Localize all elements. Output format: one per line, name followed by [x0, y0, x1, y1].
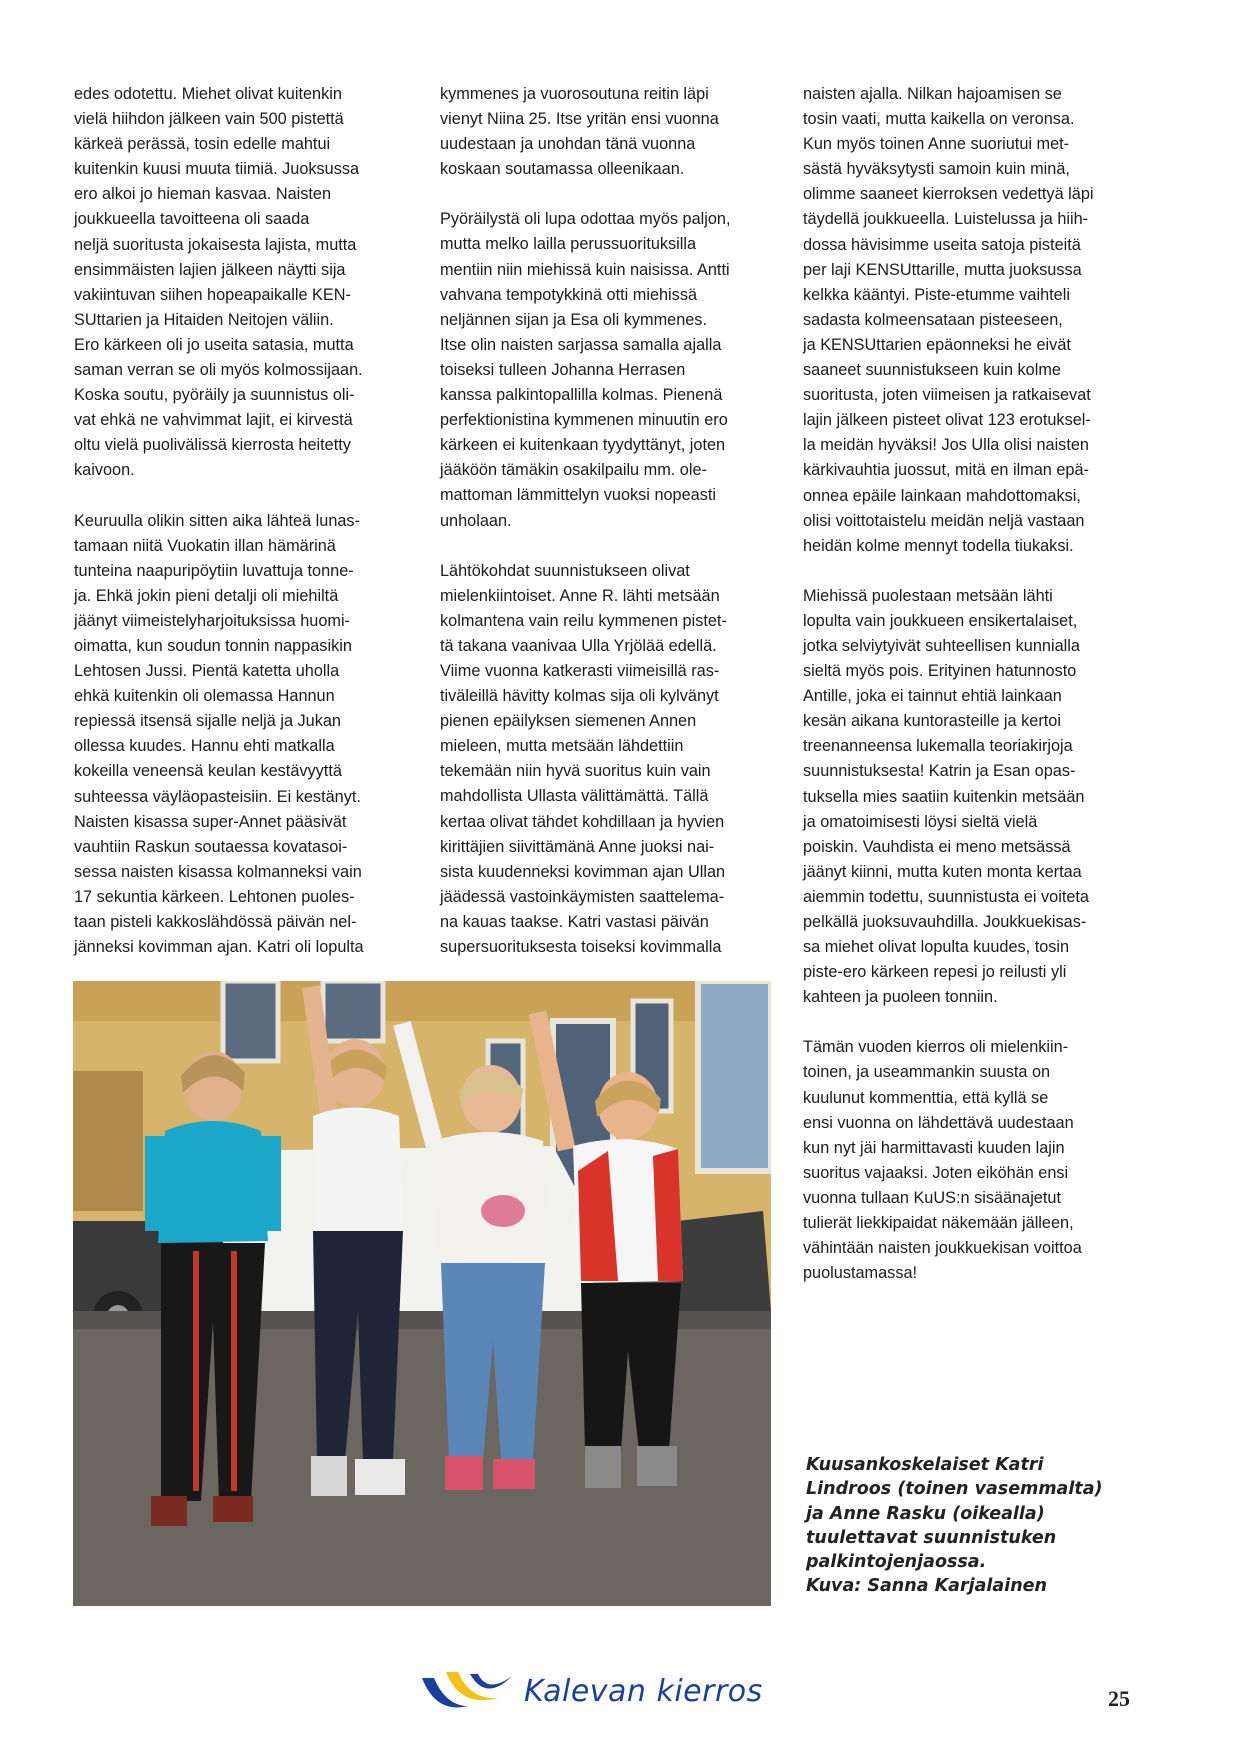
article-column-1 [74, 82, 419, 985]
paragraph: naisten ajalla. Nilkan hajoamisen se tosin vaati, mutta kaikella on veronsa. Kun myös toinen Anne suoriutui met- sästä hyväksytysti samoin kuin minä, olimme saaneet kierroksen vedettyä läpi täydellä joukkueella. Luistelussa ja hiih- dossa hävisimme useita satoja pisteitä per laji KENSUttarille, mutta juoksussa kelkka kääntyi. Piste-etumme vaihteli sadasta kolmeensataan pisteeseen, ja KENSUttarien epäonneksi he eivät saaneet suunnistukseen kuin kolme suoritusta, joten viimeisen ja ratkaisevat lajin jälkeen pisteet olivat 123 erotuksel- la meidän hyväksi! Jos Ulla olisi naisten kärkivauhtia juossut, mitä en ilman epä- onnea epäile lainkaan mahdottomaksi, olisi voittotaistelu meidän neljä vastaan heidän kolme mennyt todella tiukaksi. [803, 85, 1094, 555]
logo-text: Kalevan kierros [524, 1673, 763, 1709]
footer-logo [416, 1668, 796, 1714]
article-column-2 [440, 82, 785, 985]
paragraph: Miehissä puolestaan metsään lähti lopulta vain joukkueen ensikertalaiset, jotka selviytyivät suhteellisen kunnialla sieltä myös pois. Erityinen hatunnosto Antille, joka ei tainnut ehtiä lainkaan kesän aikana kuntorasteille ja kertoi treenanneensa lukemalla teoriakirjoja suunnistuksesta! Katrin ja Esan opas- tuksella mies saatiin kuitenkin metsään ja omatoimisesti löysi sieltä vielä poiskin. Vauhdista ei meno metsässä jäänyt kiinni, mutta kuten monta kertaa aiemmin todettu, suunnistusta ei voiteta pelkällä juoksuvauhdilla. Joukkuekisas- sa miehet olivat lopulta kuudes, tosin piste-ero kärkeen repesi jo reilusti yli kahteen ja puoleen tonniin. [803, 586, 1089, 1007]
paragraph: Tämän vuoden kierros oli mielenkiin- toinen, ja useammankin suusta on kuulunut kommenttia, että kyllä se ensi vuonna on lähdettävä uudestaan kun nyt jäi harmittavasti kuuden lajin suoritus vajaaksi. Joten eiköhän ensi vuonna tullaan KuUS:n sisäänajetut tulierät liekkipaidat näkemään jälleen, vähintään naisten joukkuekisan voittoa puolustamassa! [803, 1038, 1082, 1283]
kalevan-kierros-logo-icon [416, 1668, 516, 1714]
photo-caption: Kuusankoskelaiset Katri Lindroos (toinen vasemmalta) ja Anne Rasku (oikealla) tuulettavat suunnistuken palkintojenjaossa. Kuva: Sanna Karjalainen [806, 1455, 1103, 1597]
page-number: 25 [1108, 1686, 1130, 1711]
paragraph: Lähtökohdat suunnistukseen olivat mielenkiintoiset. Anne R. lähti metsään kolmantena vain reilu kymmenen pistet- tä takana vaanivaa Ulla Yrjölää edellä. Viime vuonna katkerasti viimeisillä ras- tiväleillä hävitty kolmas sija oli kylvänyt pienen epäilyksen siemenen Annen mieleen, mutta metsään lähdettiin tekemään niin hyvä suoritus kuin vain mahdollista Ullasta välittämättä. Tällä kertaa olivat tähdet kohdillaan ja hyvien kirittäjien siivittämänä Anne juoksi nai- sista kuudenneksi kovimman ajan Ullan jäädessä vastoinkäymisten saattelema- na kauas taakse. Katri vastasi päivän supersuorituksesta toiseksi kovimmalla [440, 561, 727, 956]
paragraph: kymmenes ja vuorosoutuna reitin läpi vienyt Niina 25. Itse yritän ensi vuonna uudestaan ja unohdan tänä vuonna koskaan soutamassa olleenikaan. [440, 85, 719, 179]
paragraph: Keuruulla olikin sitten aika lähteä lunas- tamaan niitä Vuokatin illan hämärinä tunteina naapuripöytiin luvattuja tonne- ja. Ehkä jokin pieni detalji oli miehiltä jäänyt viimeistelyharjoituksissa huomi- oimatta, kun soudun tonnin nappasikin Lehtosen Jussi. Pientä katetta uholla ehkä kuitenkin oli olemassa Hannun repiessä itsensä sijalle neljä ja Jukan ollessa kuudes. Hannu ehti matkalla kokeilla veneensä keulan kestävyyttä suhteessa väyläopasteisiin. Ei kestänyt. Naisten kisassa super-Annet pääsivät vauhtiin Raskun soutaessa kovatasoi- sessa naisten kisassa kolmanneksi vain 17 sekuntia kärkeen. Lehtonen puoles- taan pisteli kakkoslähdössä päivän nel- jänneksi kovimman ajan. Katri oli lopulta [74, 511, 364, 957]
paragraph: edes odotettu. Miehet olivat kuitenkin vielä hiihdon jälkeen vain 500 pistettä kärkeä perässä, tosin edelle mahtui kuitenkin kuusi muuta tiimiä. Juoksussa ero alkoi jo hieman kasvaa. Naisten joukkueella tavoitteena oli saada neljä suoritusta jokaisesta lajista, mutta ensimmäisten lajien jälkeen näytti sija vakiintuvan siihen hopeapaikalle KEN- SUttarien ja Hitaiden Neitojen väliin. Ero kärkeen oli jo useita satasia, mutta saman verran se oli myös kolmossijaan. Koska soutu, pyöräily ja suunnistus oli- vat ehkä ne vahvimmat lajit, ei kirvestä oltu vielä puolivälissä kierrosta heitetty kaivoon. [74, 85, 363, 480]
photo-illustration [73, 981, 771, 1606]
paragraph: Pyöräilystä oli lupa odottaa myös paljon, mutta melko lailla perussuorituksilla mentiin niin miehissä kuin naisissa. Antti vahvana tempotykkinä otti miehissä neljännen sijan ja Esa oli kymmenes. Itse olin naisten sarjassa samalla ajalla toiseksi tulleen Johanna Herrasen kanssa palkintopallilla kolmas. Pienenä perfektionistina kymmenen minuutin ero kärkeen ei kuitenkaan tyydyttänyt, joten jääköön tämäkin osakilpailu mm. ole- mattoman lämmittelyn vuoksi nopeasti unholaan. [440, 210, 731, 530]
award-ceremony-photo [73, 981, 771, 1606]
article-column-3 [803, 82, 1143, 1311]
